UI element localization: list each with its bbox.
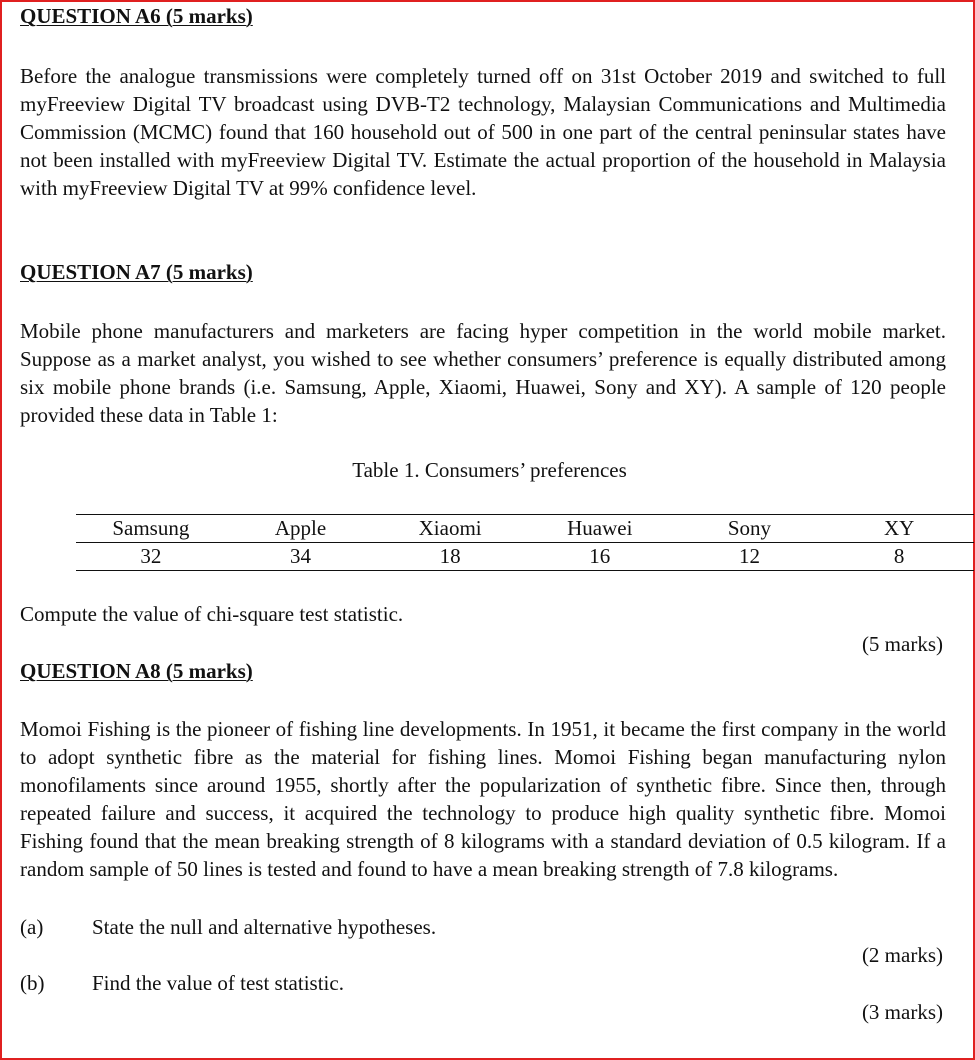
table-cell: 18: [439, 544, 461, 568]
question-a8-heading: QUESTION A8 (5 marks): [20, 659, 253, 683]
question-a8-part-b: [20, 971, 344, 996]
table-header-cell: Huawei: [525, 515, 675, 543]
table-header-cell: Samsung: [76, 515, 226, 543]
question-a8-text: Momoi Fishing is the pioneer of fishing line developments. In 1951, it became the first company in the world to adopt synthetic fibre as the material for fishing lines. Momoi Fishing began manufacturing nylon monofilaments since around 1955, shortly after the popularization of synthetic fibre. Since then, through repeated failure and success, it acquired the technology to produce high quality synthetic fibre. Momoi Fishing found that the mean breaking strength of 8 kilograms with a standard deviation of 0.5 kilogram. If a random sample of 50 lines is tested and found to have a mean breaking strength of 7.8 kilograms.: [20, 717, 946, 881]
part-b-marks: (3 marks): [861, 1000, 943, 1024]
part-a-label: (a): [20, 915, 44, 939]
table-header-cell: Xiaomi: [375, 515, 525, 543]
table-cell: 32: [140, 544, 162, 568]
table-cell: 12: [738, 544, 760, 568]
question-a7-task: Compute the value of chi-square test statistic.: [20, 602, 404, 626]
preferences-table: [76, 514, 974, 571]
part-b-label: (b): [20, 971, 45, 995]
question-a7-marks: (5 marks): [861, 632, 943, 656]
table-header-cell: XY: [824, 515, 974, 543]
table-header-row: [76, 515, 974, 543]
table-row: [76, 543, 974, 571]
table-header-cell: Sony: [675, 515, 825, 543]
question-a6-text: Before the analogue transmissions were completely turned off on 31st October 2019 and switched to full myFreeview Digital TV broadcast using DVB-T2 technology, Malaysian Communications and Multimedia Commission (MCMC) found that 160 household out of 500 in one part of the central peninsular states have not been installed with myFreeview Digital TV. Estimate the actual proportion of the household in Malaysia with myFreeview Digital TV at 99% confidence level.: [20, 64, 946, 200]
part-b-text: Find the value of test statistic.: [92, 971, 344, 995]
table-header-cell: Apple: [226, 515, 376, 543]
table-cell: 16: [589, 544, 611, 568]
question-a7-heading: QUESTION A7 (5 marks): [20, 260, 253, 284]
part-a-marks: (2 marks): [861, 943, 943, 967]
table-cell: 8: [893, 544, 905, 568]
table-cell: 34: [289, 544, 311, 568]
part-a-text: State the null and alternative hypotheses.: [92, 915, 437, 939]
question-a8-part-a: [20, 915, 436, 940]
question-a6-heading: QUESTION A6 (5 marks): [20, 4, 253, 28]
question-a7-text: Mobile phone manufacturers and marketers are facing hyper competition in the world mobile market. Suppose as a market analyst, you wished to see whether consumers’ preference is equally distributed among six mobile phone brands (i.e. Samsung, Apple, Xiaomi, Huawei, Sony and XY). A sample of 120 people provided these data in Table 1:: [20, 319, 946, 427]
table-caption: Table 1. Consumers’ preferences: [352, 458, 627, 482]
